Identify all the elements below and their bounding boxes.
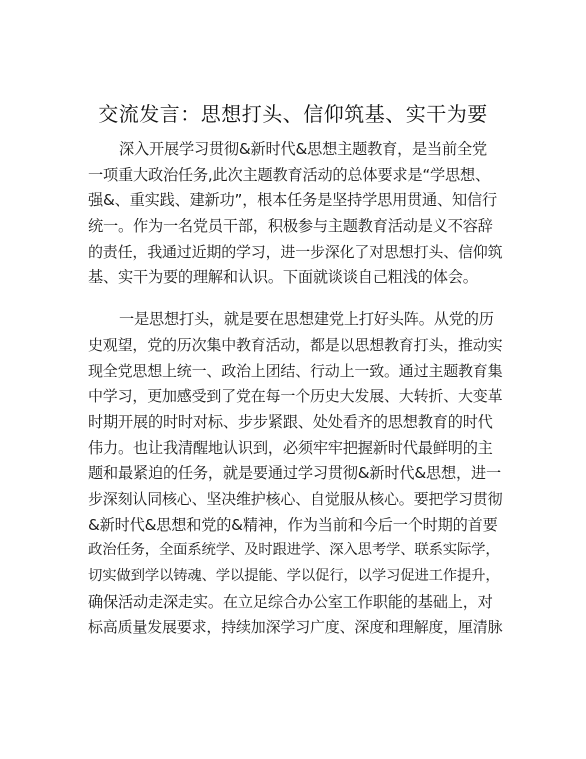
text-line: 现全党思想上统一、政治上团结、行动上一致。通过主题教育集 — [88, 361, 503, 380]
text-line: 一项重大政治任务,此次主题教育活动的总体要求是“学思想、 — [88, 165, 490, 184]
text-line: 题和最紧迫的任务，就是要通过学习贯彻&新时代&思想，进一 — [88, 464, 501, 483]
text-line: 确保活动走深走实。在立足综合办公室工作职能的基础上，对 — [88, 592, 493, 611]
text-line: 统一。作为一名党员干部，积极参与主题教育活动是义不容辞 — [88, 217, 493, 236]
text-line: 中学习，更加感受到了党在每一个历史大发展、大转折、大变革 — [88, 387, 503, 406]
text-line: 时期开展的时时对标、步步紧跟、处处看齐的思想教育的时代 — [88, 412, 493, 431]
paragraph — [88, 307, 504, 641]
document-body — [88, 137, 504, 641]
text-line: 强&、重实践、建新功”，根本任务是坚持学思用贯通、知信行 — [88, 191, 497, 210]
text-line: 伟力。也让我清醒地认识到，必须牢牢把握新时代最鲜明的主 — [88, 438, 493, 457]
text-line: &新时代&思想和党的&精神，作为当前和今后一个时期的首要 — [88, 515, 498, 534]
text-line: 基、实干为要的理解和认识。下面就谈谈自己粗浅的体会。 — [88, 268, 478, 287]
text-line: 史观望，党的历次集中教育活动，都是以思想教育打头，推动实 — [88, 335, 503, 354]
paragraph-gap — [88, 291, 504, 307]
paragraph — [88, 137, 504, 291]
text-line: 一是思想打头，就是要在思想建党上打好头阵。从党的历 — [119, 310, 494, 329]
text-line: 标高质量发展要求，持续加深学习广度、深度和理解度，厘清脉 — [88, 618, 503, 637]
text-line: 步深刻认同核心、坚决维护核心、自觉服从核心。要把学习贯彻 — [88, 489, 503, 508]
text-line: 切实做到学以铸魂、学以提能、学以促行，以学习促进工作提升， — [88, 568, 500, 584]
text-line: 的责任，我通过近期的学习，进一步深化了对思想打头、信仰筑 — [88, 242, 503, 261]
text-line: 深入开展学习贯彻&新时代&思想主题教育，是当前全党 — [119, 140, 487, 158]
text-line: 政治任务，全面系统学、及时跟进学、深入思考学、联系实际学， — [88, 542, 500, 559]
page-title: 交流发言：思想打头、信仰筑基、实干为要 — [98, 102, 488, 126]
